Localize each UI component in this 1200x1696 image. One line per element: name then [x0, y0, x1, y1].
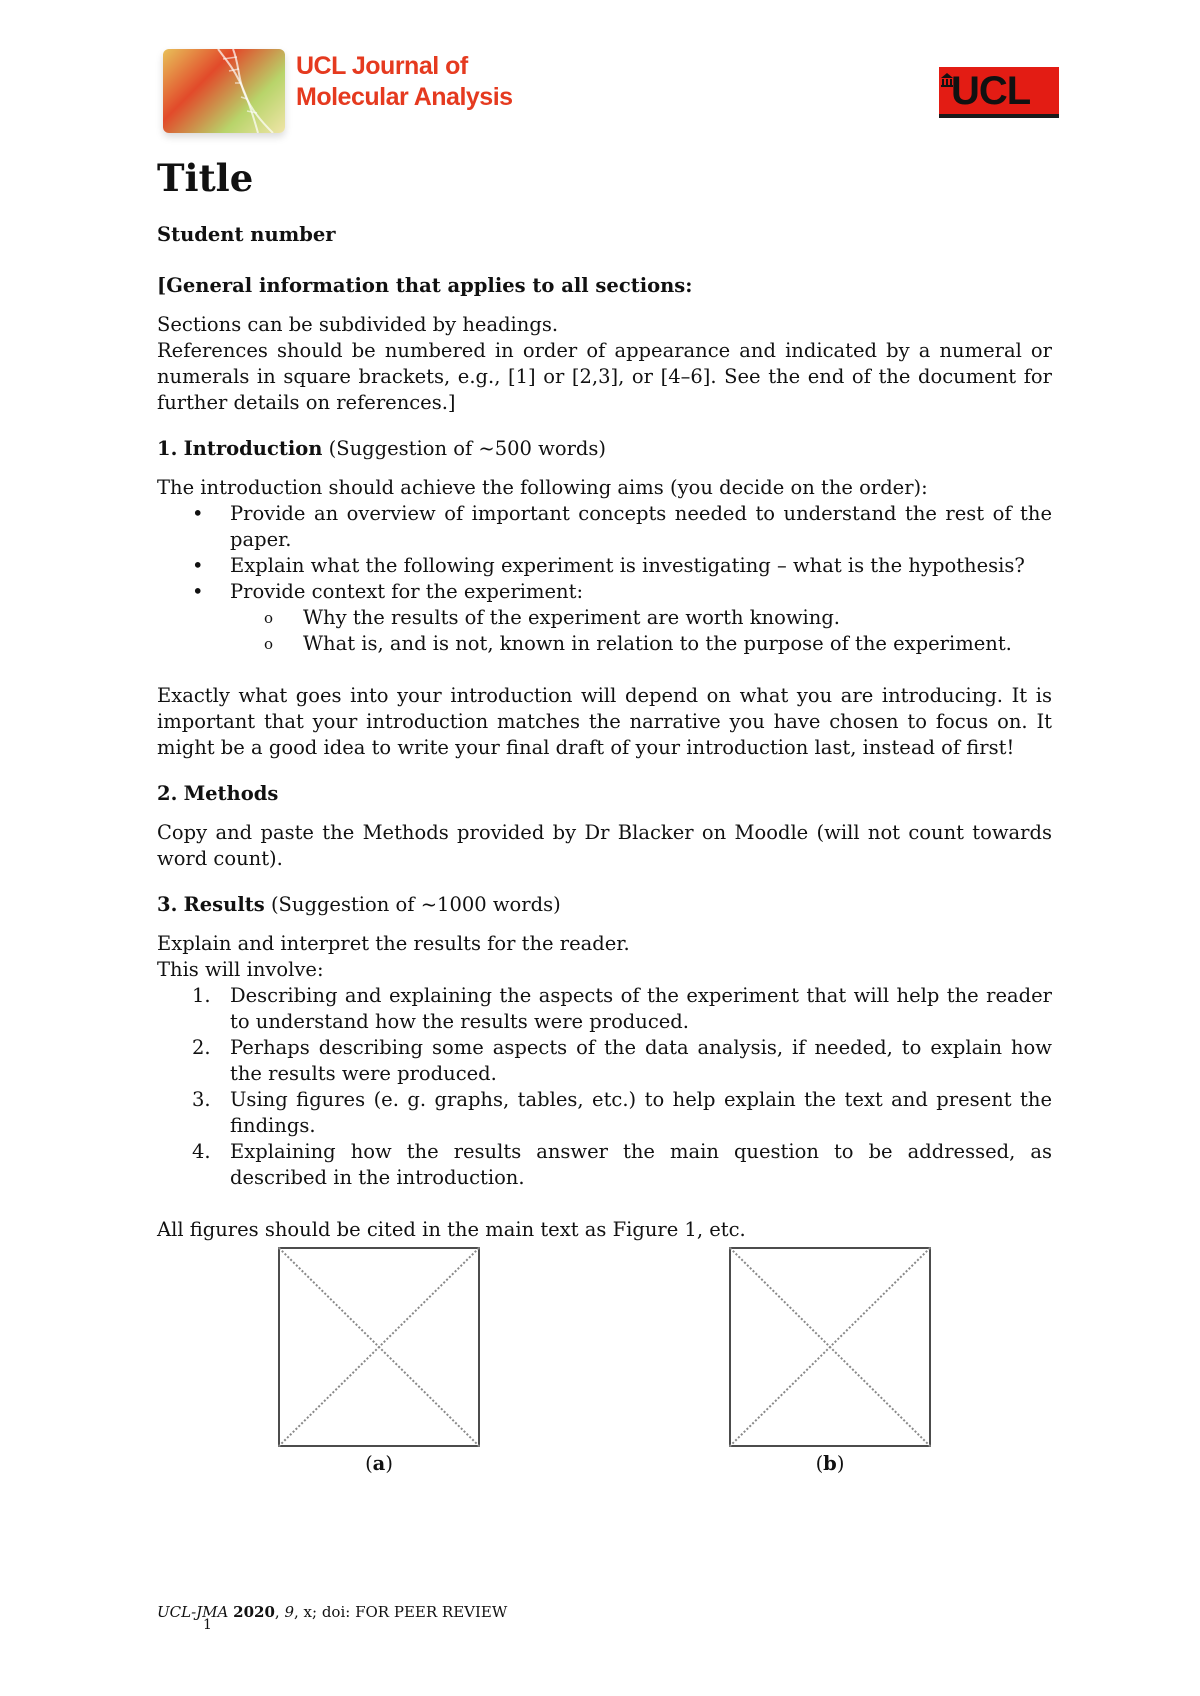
figure-label-a: (a) — [365, 1452, 393, 1475]
list-number: 3. — [192, 1088, 211, 1111]
figure-label-letter: b — [823, 1452, 837, 1475]
results-line2: This will involve: — [157, 958, 324, 981]
list-number: 2. — [192, 1036, 211, 1059]
section-suggestion: (Suggestion of ~1000 words) — [270, 893, 561, 916]
figure-row — [157, 1247, 1052, 1479]
general-info-heading: [General information that applies to all sections: — [157, 274, 693, 297]
list-item-text: Perhaps describing some aspects of the data analysis, if needed, to explain how the results were produced. — [230, 1036, 1052, 1085]
page-footer: UCL-JMA 2020, 9, x; doi: FOR PEER REVIEW 1 — [157, 1603, 508, 1633]
footer-year: 2020 — [233, 1603, 275, 1621]
journal-name-line2: Molecular Analysis — [296, 83, 513, 111]
list-item — [157, 553, 1052, 579]
general-info-line2: References should be numbered in order of appearance and indicated by a numeral or numerals in square brackets, e.g., [1] or [2,3], or [4–6]. See the end of the document for further details on references.] — [157, 339, 1052, 414]
footer-doi-label: doi: — [321, 1603, 351, 1621]
results-numbered-list — [157, 983, 1052, 1191]
list-item-text: Why the results of the experiment are worth knowing. — [303, 606, 841, 629]
list-item — [157, 1139, 1052, 1191]
footer-volume: 9 — [284, 1603, 294, 1621]
general-info-line1: Sections can be subdivided by headings. — [157, 313, 559, 336]
introduction-lead: The introduction should achieve the following aims (you decide on the order): — [157, 476, 928, 499]
section-heading-introduction — [157, 436, 1052, 462]
footer-issue: x — [303, 1603, 312, 1621]
image-placeholder-icon — [278, 1247, 480, 1447]
journal-name-line1: UCL Journal of — [296, 52, 468, 80]
list-item — [157, 631, 1052, 657]
list-item-text: What is, and is not, known in relation to the purpose of the experiment. — [303, 632, 1012, 655]
ucl-logo — [939, 67, 1059, 118]
section-number: 3. — [157, 893, 178, 916]
list-item — [157, 579, 1052, 605]
section-title: Results — [183, 893, 265, 916]
journal-logo-image — [163, 49, 285, 133]
student-number: Student number — [157, 223, 336, 246]
list-number: 1. — [192, 984, 211, 1007]
list-number: 4. — [192, 1140, 211, 1163]
section-heading-results — [157, 892, 1052, 918]
introduction-body — [157, 475, 1052, 761]
list-item — [157, 983, 1052, 1035]
image-placeholder-icon — [729, 1247, 931, 1447]
figure-label-letter: a — [372, 1452, 386, 1475]
list-item-text: Provide an overview of important concepts needed to understand the rest of the paper. — [230, 502, 1052, 551]
journal-header — [163, 45, 1063, 140]
bullet-icon: • — [192, 502, 204, 525]
list-item — [157, 1035, 1052, 1087]
page-title: Title — [157, 156, 254, 200]
general-info — [157, 312, 1052, 416]
section-number: 2. — [157, 782, 178, 805]
journal-name — [296, 51, 596, 113]
introduction-sub-bullets — [157, 605, 1052, 657]
list-item-text: Using figures (e. g. graphs, tables, etc.) to help explain the text and present the findings. — [230, 1088, 1052, 1137]
section-suggestion: (Suggestion of ~500 words) — [328, 437, 607, 460]
footer-doi-value: FOR PEER REVIEW — [355, 1603, 508, 1621]
ucl-logo-text: UCL — [951, 69, 1031, 113]
list-item-text: Provide context for the experiment: — [230, 580, 584, 603]
list-item — [157, 605, 1052, 631]
figure-placeholder-a — [278, 1247, 480, 1475]
figures-note: All figures should be cited in the main text as Figure 1, etc. — [157, 1218, 746, 1241]
list-item — [157, 501, 1052, 553]
figure-placeholder-b — [729, 1247, 931, 1475]
list-item-text: Explain what the following experiment is investigating – what is the hypothesis? — [230, 554, 1025, 577]
introduction-bullets — [157, 501, 1052, 605]
section-title: Introduction — [183, 437, 323, 460]
sub-bullet-icon: o — [264, 609, 274, 627]
introduction-closing: Exactly what goes into your introduction will depend on what you are introducing. It is important that your introduction matches the narrative you have chosen to focus on. It might be a good idea to write your final draft of your introduction last, instead of first! — [157, 684, 1052, 759]
results-line1: Explain and interpret the results for the reader. — [157, 932, 630, 955]
section-heading-methods — [157, 781, 1052, 807]
bullet-icon: • — [192, 554, 204, 577]
footer-journal: UCL-JMA — [157, 1603, 229, 1621]
methods-text: Copy and paste the Methods provided by Dr Blacker on Moodle (will not count towards word count). — [157, 821, 1052, 870]
page-number: 1 — [203, 1617, 212, 1633]
document-body — [157, 150, 1052, 1479]
results-body — [157, 931, 1052, 1243]
section-title: Methods — [183, 782, 279, 805]
list-item-text: Explaining how the results answer the main question to be addressed, as described in the introduction. — [230, 1140, 1052, 1189]
sub-bullet-icon: o — [264, 635, 274, 653]
section-number: 1. — [157, 437, 178, 460]
bullet-icon: • — [192, 580, 204, 603]
list-item — [157, 1087, 1052, 1139]
dna-helix-icon — [163, 49, 285, 133]
figure-label-b: (b) — [815, 1452, 845, 1475]
list-item-text: Describing and explaining the aspects of the experiment that will help the reader to understand how the results were produced. — [230, 984, 1052, 1033]
